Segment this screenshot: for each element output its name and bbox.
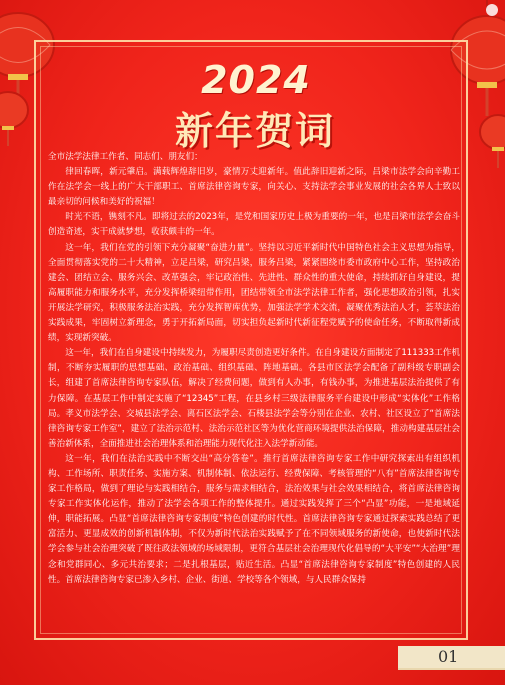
page-number: 01	[438, 647, 459, 666]
paragraph: 律回春晖，新元肇启。满载辉煌辞旧岁，豪情万丈迎新年。值此辞旧迎新之际，吕梁市法学会向辛勤工作在法学会一线上的广大干部职工、首席法律咨询专家，向关心、支持法学会事业发展的社会各界人士致以最亲切的问候和美好的祝福！	[48, 167, 460, 208]
lantern-right-lower-icon	[470, 110, 505, 170]
page-title: 新年贺词	[174, 109, 335, 153]
corner-dot-icon	[486, 4, 498, 16]
salutation: 全市法学法律工作者、同志们、朋友们：	[48, 152, 203, 162]
paragraph: 时光不语，镌刻不凡。即将过去的2023年，是党和国家历史上极为重要的一年，也是吕梁市法学会奋斗创造奇迹，实干成就梦想，收获颇丰的一年。	[48, 212, 460, 238]
paragraph: 这一年，我们在法治实践中不断交出“高分答卷”。推行首席法律咨询专家工作中研究探索出有组织机构、工作场所、职责任务、实施方案、机制体制、依法运行、经费保障、考核管理的“八有”首席法律咨询专家工作格局，做到了理论与实践相结合，服务与需求相结合，法治效果与社会效果相结合，将首席法律咨询专家工作实体化运作，推动了法学会各项工作的整体提升。通过实践发挥了三个“凸显”功能，一是地域延伸，职能拓展。凸显“首席法律咨询专家制度”特色创建的时代性。首席法律咨询专家通过探索实践总结了更富活力、更显成效的创新机制体制，不仅为新时代法治实践赋予了在不同领域服务的新使命，也使新时代法学会参与社会治理突破了既往政法领域的场域限制，更符合基层社会治理现代化倡导的“大平安”“大治理”理念和党群同心、多元共治要求；二是扎根基层，贴近生活。凸显“首席法律咨询专家制度”特色创建的人民性。首席法律咨询专家已渗入乡村、企业、街道、学校等各个领域，与人民群众保持	[48, 453, 460, 585]
paragraph: 这一年，我们在党的引领下充分凝聚“奋进力量”。坚持以习近平新时代中国特色社会主义思想为指导，全面贯彻落实党的二十大精神，立足吕梁，研究吕梁，服务吕梁，紧紧围绕市委市政府中心工作，坚持政治建会、团结立会、服务兴会、改革强会，牢记政治性、先进性、群众性的重大使命，持续抓好自身建设，提高履职能力和服务水平，充分发挥桥梁纽带作用，团结带领全市法学法律工作者，强化思想政治引领，扎实开展法学研究，积极服务法治实践，充分发挥智库优势，加强法学学术交流，凝聚优秀法治人才，荟萃法治实践成果，牢固树立新理念，勇于开拓新局面，切实担负起新时代新征程党赋予的使命任务，不断取得新成绩，实现新突破。	[48, 242, 460, 344]
paragraph: 这一年，我们在自身建设中持续发力，为履职尽责创造更好条件。在自身建设方面制定了111333工作机制，不断夯实履职的思想基础、政治基础、组织基础、阵地基础。各县市区法学会配备了副科级专职副会长，组建了首席法律咨询专家队伍，解决了经费问题，做到有人办事，有钱办事，为推进基层法治提供了有力保障。在基层工作中制定实施了“12345”工程，在县乡村三级法律服务平台建设中形成“实体化”工作格局。孝义市法学会、交城县法学会、离石区法学会、石楼县法学会等分别在企业、农村、社区设立了“首席法律咨询专家工作室”，建立了法治示范村、法治示范社区等为优化营商环境提供法治保障，推动构建基层社会善治新体系，全面推进社会治理体系和治理能力现代化注入法学新动能。	[48, 348, 460, 449]
page-number-rule	[398, 668, 505, 670]
letter-body	[48, 150, 460, 588]
year-heading: 2024	[201, 58, 311, 102]
